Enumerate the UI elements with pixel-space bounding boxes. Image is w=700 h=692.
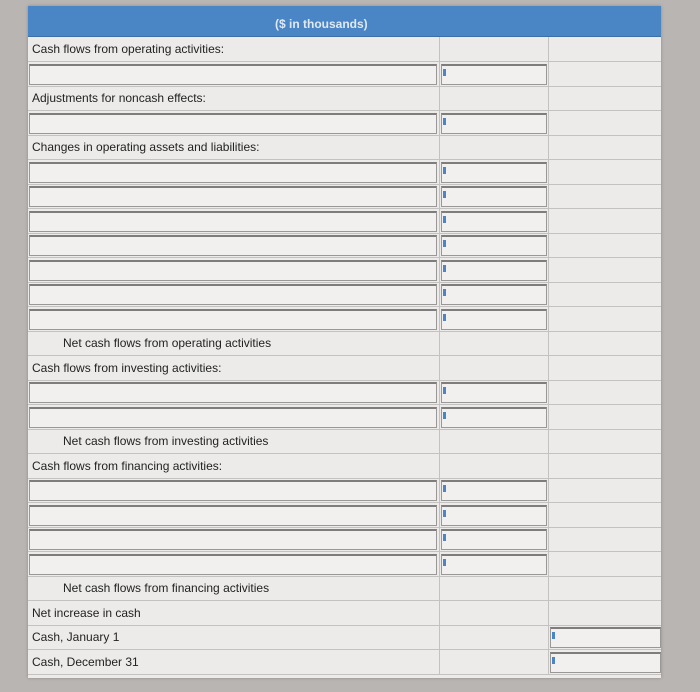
description-input[interactable] <box>29 382 437 403</box>
description-cell[interactable] <box>28 111 438 135</box>
amount-input[interactable] <box>441 186 547 207</box>
description-input[interactable] <box>29 64 437 85</box>
table-header <box>28 6 661 37</box>
entry-marker-icon <box>443 559 446 566</box>
total-cell <box>548 503 662 527</box>
amount-cell[interactable] <box>439 552 548 576</box>
entry-marker-icon <box>443 387 446 394</box>
description-cell[interactable] <box>28 380 438 404</box>
entry-marker-icon <box>443 289 446 296</box>
total-cell[interactable] <box>548 650 662 674</box>
entry-row <box>28 258 661 283</box>
amount-cell[interactable] <box>439 184 548 208</box>
description-input[interactable] <box>29 211 437 232</box>
amount-cell[interactable] <box>439 160 548 184</box>
amount-cell <box>439 356 548 380</box>
amount-input[interactable] <box>441 554 547 575</box>
total-cell <box>548 37 662 61</box>
description-cell[interactable] <box>28 478 438 502</box>
amount-cell <box>439 331 548 355</box>
description-cell[interactable] <box>28 184 438 208</box>
entry-marker-icon <box>443 412 446 419</box>
entry-row <box>28 62 661 87</box>
total-cell <box>548 478 662 502</box>
description-cell[interactable] <box>28 62 438 86</box>
description-cell[interactable] <box>28 160 438 184</box>
entry-marker-icon <box>443 118 446 125</box>
total-cell <box>548 111 662 135</box>
amount-cell <box>439 650 548 674</box>
entry-row <box>28 209 661 234</box>
amount-cell <box>439 429 548 453</box>
amount-cell <box>439 454 548 478</box>
description-cell[interactable] <box>28 307 438 331</box>
amount-cell <box>439 37 548 61</box>
description-cell <box>28 429 438 453</box>
amount-input[interactable] <box>441 113 547 134</box>
amount-cell[interactable] <box>439 282 548 306</box>
total-cell <box>548 380 662 404</box>
total-cell <box>548 454 662 478</box>
entry-row <box>28 160 661 185</box>
label-row <box>28 576 661 601</box>
total-cell <box>548 86 662 110</box>
amount-cell[interactable] <box>439 233 548 257</box>
entry-marker-icon <box>443 534 446 541</box>
total-cell <box>548 160 662 184</box>
amount-input[interactable] <box>441 529 547 550</box>
description-input[interactable] <box>29 309 437 330</box>
row-label: Cash flows from investing activities: <box>32 360 222 375</box>
amount-cell <box>439 625 548 649</box>
row-label: Cash flows from operating activities: <box>32 42 225 56</box>
entry-row <box>28 307 661 332</box>
row-label: Adjustments for noncash effects: <box>32 91 206 105</box>
description-input[interactable] <box>29 554 437 575</box>
description-cell <box>28 454 438 478</box>
amount-cell[interactable] <box>439 62 548 86</box>
amount-input[interactable] <box>441 162 547 183</box>
label-row <box>28 86 661 111</box>
amount-input[interactable] <box>441 284 547 305</box>
description-cell <box>28 135 438 159</box>
entry-marker-icon <box>443 167 446 174</box>
label-row <box>28 625 661 650</box>
amount-cell <box>439 601 548 625</box>
total-cell <box>548 552 662 576</box>
label-row <box>28 601 661 626</box>
description-cell[interactable] <box>28 258 438 282</box>
total-input[interactable] <box>550 627 661 648</box>
total-cell <box>548 209 662 233</box>
amount-cell <box>439 135 548 159</box>
row-label: Net increase in cash <box>32 605 141 620</box>
description-input[interactable] <box>29 186 437 207</box>
description-input[interactable] <box>29 113 437 134</box>
description-cell <box>28 650 438 674</box>
amount-cell <box>439 576 548 600</box>
label-row <box>28 429 661 454</box>
total-cell <box>548 258 662 282</box>
amount-input[interactable] <box>441 505 547 526</box>
entry-row <box>28 380 661 405</box>
description-cell[interactable] <box>28 527 438 551</box>
label-row <box>28 135 661 160</box>
description-cell <box>28 331 438 355</box>
entry-marker-icon <box>443 265 446 272</box>
row-label: Net cash flows from financing activities <box>63 581 270 595</box>
entry-marker-icon <box>443 314 446 321</box>
description-input[interactable] <box>29 407 437 428</box>
row-label: Cash, December 31 <box>32 654 139 669</box>
entry-row <box>28 503 661 528</box>
amount-input[interactable] <box>441 480 547 501</box>
label-row <box>28 650 661 675</box>
total-cell <box>548 601 662 625</box>
total-cell <box>548 331 662 355</box>
description-cell[interactable] <box>28 209 438 233</box>
row-label: Cash flows from financing activities: <box>32 458 223 473</box>
entry-marker-icon <box>443 240 446 247</box>
entry-marker-icon <box>443 69 446 76</box>
description-cell <box>28 356 438 380</box>
amount-cell[interactable] <box>439 307 548 331</box>
amount-cell[interactable] <box>439 503 548 527</box>
entry-row <box>28 233 661 258</box>
total-cell <box>548 233 662 257</box>
total-cell <box>548 184 662 208</box>
description-cell <box>28 601 438 625</box>
description-input[interactable] <box>29 529 437 550</box>
row-label: Changes in operating assets and liabilities: <box>32 140 260 154</box>
amount-input[interactable] <box>441 309 547 330</box>
amount-cell[interactable] <box>439 478 548 502</box>
row-label: Net cash flows from operating activities <box>63 336 272 350</box>
entry-marker-icon <box>552 657 555 664</box>
description-cell[interactable] <box>28 233 438 257</box>
total-cell <box>548 135 662 159</box>
label-row <box>28 356 661 381</box>
label-row <box>28 37 661 62</box>
total-cell <box>548 527 662 551</box>
entry-row <box>28 478 661 503</box>
description-cell <box>28 625 438 649</box>
description-cell[interactable] <box>28 503 438 527</box>
description-cell <box>28 37 438 61</box>
label-row <box>28 454 661 479</box>
description-input[interactable] <box>29 480 437 501</box>
label-row <box>28 331 661 356</box>
description-cell <box>28 86 438 110</box>
row-label: Net cash flows from investing activities <box>63 434 269 448</box>
cash-flow-worksheet <box>28 6 661 678</box>
entry-marker-icon <box>443 510 446 517</box>
amount-input[interactable] <box>441 211 547 232</box>
entry-row <box>28 111 661 136</box>
entry-marker-icon <box>443 216 446 223</box>
amount-cell[interactable] <box>439 405 548 429</box>
total-cell <box>548 356 662 380</box>
total-cell <box>548 282 662 306</box>
amount-input[interactable] <box>441 260 547 281</box>
description-cell[interactable] <box>28 552 438 576</box>
amount-cell[interactable] <box>439 258 548 282</box>
amount-cell[interactable] <box>439 527 548 551</box>
description-input[interactable] <box>29 235 437 256</box>
amount-cell[interactable] <box>439 111 548 135</box>
description-input[interactable] <box>29 284 437 305</box>
description-cell[interactable] <box>28 405 438 429</box>
total-cell <box>548 307 662 331</box>
entry-marker-icon <box>443 485 446 492</box>
total-cell <box>548 62 662 86</box>
description-cell[interactable] <box>28 282 438 306</box>
amount-cell <box>439 86 548 110</box>
description-input[interactable] <box>29 260 437 281</box>
description-input[interactable] <box>29 162 437 183</box>
total-cell[interactable] <box>548 625 662 649</box>
entry-row <box>28 282 661 307</box>
amount-input[interactable] <box>441 382 547 403</box>
amount-input[interactable] <box>441 64 547 85</box>
amount-input[interactable] <box>441 235 547 256</box>
entry-marker-icon <box>443 191 446 198</box>
entry-row <box>28 527 661 552</box>
row-label: Cash, January 1 <box>32 630 120 644</box>
amount-cell[interactable] <box>439 380 548 404</box>
entry-marker-icon <box>552 632 555 639</box>
total-input[interactable] <box>550 652 661 673</box>
units-caption: ($ in thousands) <box>275 17 368 31</box>
amount-cell[interactable] <box>439 209 548 233</box>
entry-row <box>28 405 661 430</box>
entry-row <box>28 552 661 577</box>
total-cell <box>548 405 662 429</box>
total-cell <box>548 429 662 453</box>
total-cell <box>548 576 662 600</box>
description-cell <box>28 576 438 600</box>
entry-row <box>28 184 661 209</box>
amount-input[interactable] <box>441 407 547 428</box>
description-input[interactable] <box>29 505 437 526</box>
